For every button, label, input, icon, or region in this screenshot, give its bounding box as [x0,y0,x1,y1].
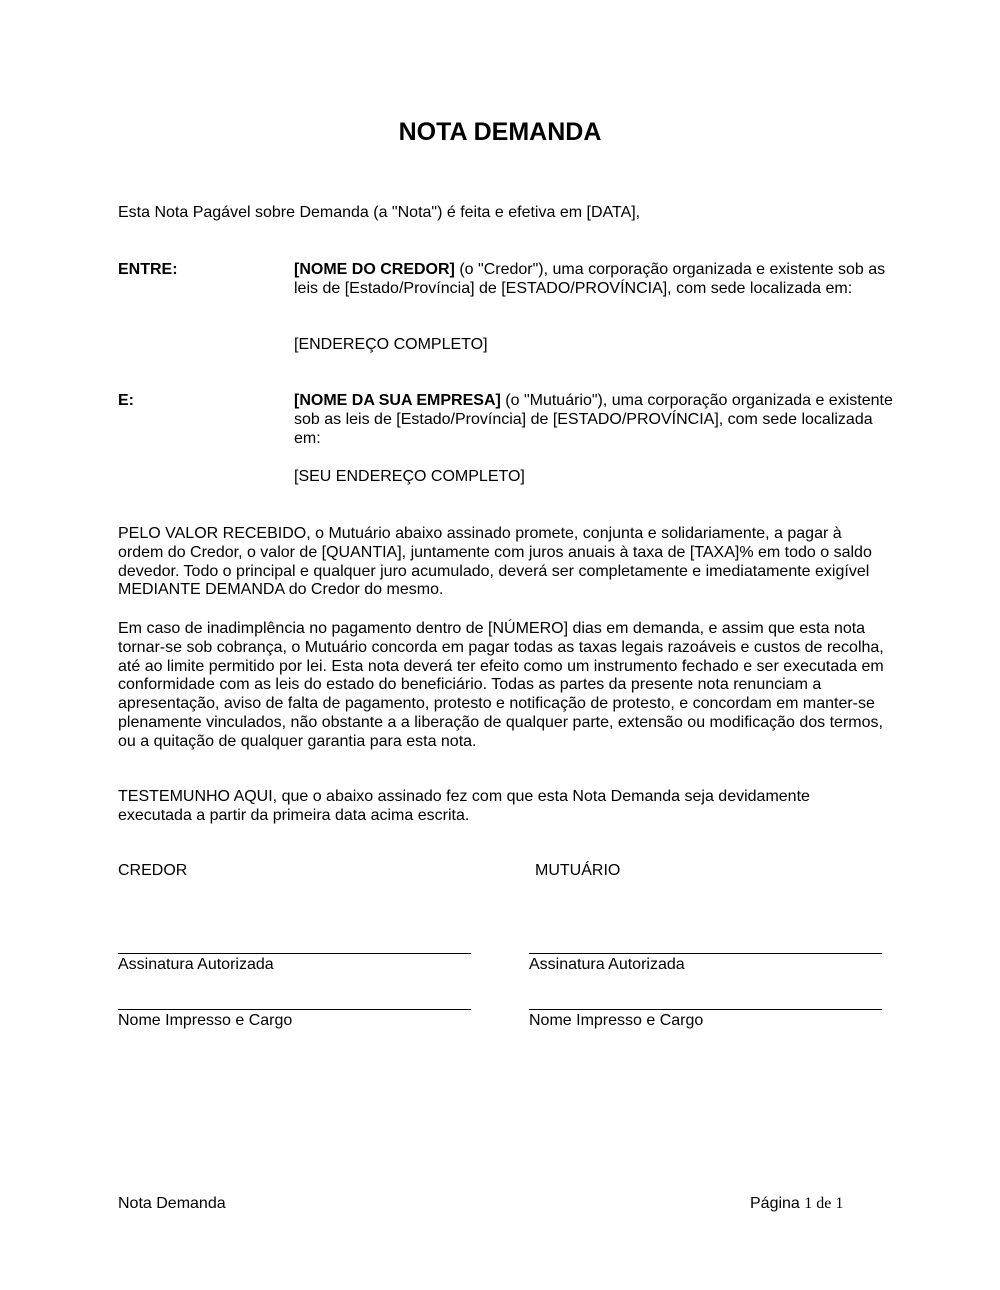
page-current: 1 [804,1195,813,1212]
paragraph-witness: TESTEMUNHO AQUI, que o abaixo assinado fez com que esta Nota Demanda seja devidamente executada a partir da primeira data acima escrita. [118,788,810,824]
party-label-entre: ENTRE: [118,261,178,278]
borrower-name: [NOME DA SUA EMPRESA] [294,392,501,409]
party-creditor [294,261,894,299]
borrower-name-label: Nome Impresso e Cargo [529,1012,704,1029]
creditor-address: [ENDEREÇO COMPLETO] [294,336,488,353]
footer-document-name: Nota Demanda [118,1195,226,1212]
borrower-signature-label: Assinatura Autorizada [529,956,685,973]
creditor-signature-heading: CREDOR [118,862,188,879]
borrower-description: (o "Mutuário"), uma corporação organizada e existente sob as leis de [Estado/Província] de [ESTADO/PROVÍNCIA], com sede localizada em: [294,392,893,447]
document-title: NOTA DEMANDA [398,118,602,146]
borrower-signature-heading: MUTUÁRIO [535,862,621,879]
paragraph-value-received: PELO VALOR RECEBIDO, o Mutuário abaixo assinado promete, conjunta e solidariamente, a pagar à ordem do Credor, o valor de [QUANTIA], juntamente com juros anuais à taxa de [TAXA]% em todo o saldo devedor. Todo o principal e qualquer juro acumulado, deverá ser completamente e imediatamente exigível MEDIANTE DEMANDA do Credor do mesmo. [118,525,872,599]
page-prefix: Página [750,1195,805,1212]
creditor-name-label: Nome Impresso e Cargo [118,1012,293,1029]
creditor-description: (o "Credor"), uma corporação organizada e existente sob as leis de [Estado/Província] de [ESTADO/PROVÍNCIA], com sede localizada em: [294,261,886,297]
footer-page-number [750,1195,843,1214]
creditor-signature-line [118,953,471,954]
party-borrower [294,392,894,448]
party-label-e: E: [118,392,134,409]
borrower-signature-line [529,953,882,954]
borrower-address: [SEU ENDEREÇO COMPLETO] [294,468,525,485]
creditor-signature-label: Assinatura Autorizada [118,956,274,973]
creditor-name: [NOME DO CREDOR] [294,261,455,278]
paragraph-default: Em caso de inadimplência no pagamento dentro de [NÚMERO] dias em demanda, e assim que esta nota tornar-se sob cobrança, o Mutuário concorda em pagar todas as taxas legais razoáveis e custos de recolha, até ao limite permitido por lei. Esta nota deverá ter efeito como um instrumento fechado e ser executada em conformidade com as leis do estado do beneficiário. Todas as partes da presente nota renunciam a apresentação, aviso de falta de pagamento, protesto e notificação de protesto, e concordam em manter-se plenamente vinculados, não obstante a a liberação de qualquer parte, extensão ou modificação dos termos, ou a quitação de qualquer garantia para esta nota. [118,620,884,750]
page-total: 1 [835,1195,844,1212]
intro-paragraph: Esta Nota Pagável sobre Demanda (a "Nota") é feita e efetiva em [DATA], [118,204,641,221]
page-of: de [812,1195,836,1212]
creditor-name-line [118,1009,471,1010]
borrower-name-line [529,1009,882,1010]
